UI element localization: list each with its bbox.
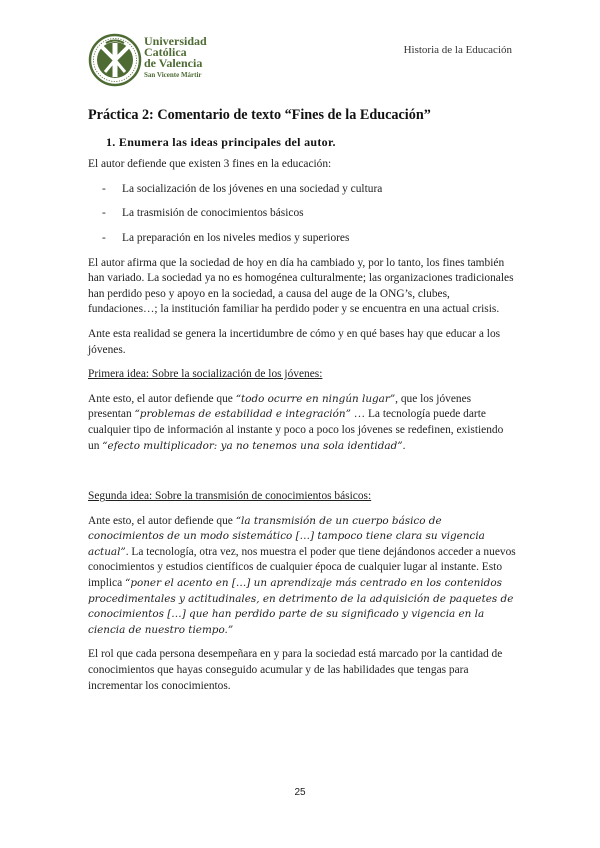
university-seal-icon (88, 30, 142, 92)
intro-paragraph: El autor defiende que existen 3 fines en la educación: (88, 158, 332, 171)
section-heading: 1. Enumera las ideas principales del autor. (106, 134, 336, 149)
university-name (144, 36, 207, 81)
idea2-quote-2: “poner el acento en […] un aprendizaje más centrado en los contenidos procedimentales y actitudinales, en detrimento de la adquisición de paquetes de conocimientos […] que han perdido parte de su significado y vigencia en la ciencia de nuestro tiempo.” (88, 577, 514, 636)
idea1-quote-3: “efecto multiplicador: ya no tenemos una sola identidad” (102, 439, 403, 452)
idea1-text-1: Ante esto, el autor defiende que (88, 392, 236, 405)
aims-list (88, 182, 516, 247)
list-dash: - (102, 231, 106, 244)
page-number: 25 (294, 787, 306, 798)
university-logo (88, 30, 238, 94)
list-dash: - (102, 207, 106, 220)
idea2-paragraph (88, 514, 516, 639)
list-dash: - (102, 182, 106, 195)
idea1-paragraph (88, 392, 516, 454)
idea1-heading: Primera idea: Sobre la socialización de los jóvenes: (88, 368, 323, 381)
list-item-text: La preparación en los niveles medios y superiores (122, 231, 350, 244)
idea1-text-2: , que los jóvenes presentan (88, 392, 472, 421)
uncertainty-paragraph: Ante esta realidad se genera la incertidumbre de cómo y en qué bases hay que educar a los jóvenes. (88, 327, 501, 356)
logo-line-2: Católica (144, 45, 187, 59)
idea1-text-3: … La tecnología puede darte cualquier tipo de información al instante y poco a poco los jóvenes se redefinen, existiendo un (88, 408, 504, 452)
role-paragraph: El rol que cada persona desempeñara en y para la sociedad está marcado por la cantidad de conocimientos que hayas conseguido acumular y de las habilidades que tengas para incrementar los conocimientos. (88, 648, 503, 692)
course-name: Historia de la Educación (403, 44, 512, 56)
idea2-quote-1: “la transmisión de un cuerpo básico de conocimientos de un modo sistemático […] tampoco tiene clara su vigencia actual” (88, 514, 485, 558)
logo-line-3: de Valencia (144, 56, 203, 70)
society-paragraph: El autor afirma que la sociedad de hoy en día ha cambiado y, por lo tanto, los fines también han variado. La sociedad ya no es homogénea culturalmente; las organizaciones tradicionales han perdido peso y apoyo en la sociedad, a causa del auge de la ONG’s, clubes, fundaciones…; la institución familiar ha perdido poder y se encuentra en una actual crisis. (88, 256, 514, 316)
idea1-quote-2: “problemas de estabilidad e integración” (134, 408, 351, 421)
document-body (88, 108, 516, 703)
idea2-heading: Segunda idea: Sobre la transmisión de conocimientos básicos: (88, 490, 372, 503)
blank-space (88, 463, 516, 489)
page-title: Práctica 2: Comentario de texto “Fines de la Educación” (88, 107, 431, 123)
idea2-text-1: Ante esto, el autor defiende que (88, 514, 236, 527)
list-item (88, 231, 516, 247)
list-item-text: La socialización de los jóvenes en una sociedad y cultura (122, 182, 383, 195)
list-item-text: La trasmisión de conocimientos básicos (122, 207, 304, 220)
idea2-text-2: . La tecnología, otra vez, nos muestra el poder que tiene dejándonos acceder a nuevos conocimientos y estudios científicos de cualquier época de cualquier lugar al instante. Esto implica (88, 545, 516, 590)
idea1-quote-1: “todo ocurre en ningún lugar” (235, 392, 396, 405)
logo-line-4: San Vicente Mártir (144, 71, 202, 79)
list-item (88, 182, 516, 198)
idea1-text-4: . (402, 439, 406, 452)
list-item (88, 206, 516, 222)
logo-line-1: Universidad (144, 34, 207, 48)
